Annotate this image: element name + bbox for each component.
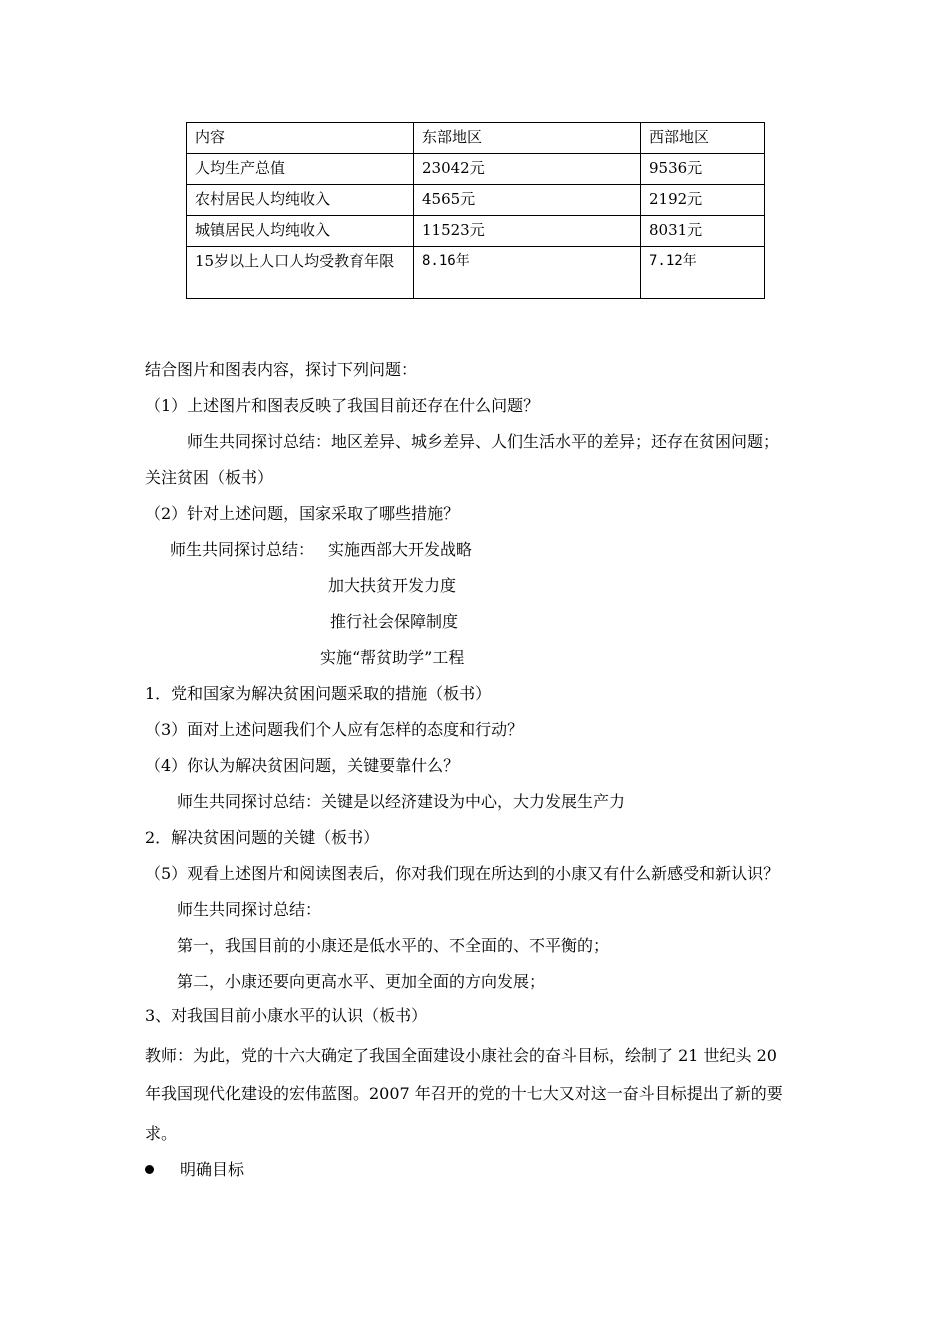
teacher-paragraph-line-3: 求。 (145, 1124, 178, 1143)
board-note-2: 2．解决贫困问题的关键（板书） (145, 828, 380, 847)
table-row (187, 185, 765, 216)
table-row (187, 216, 765, 247)
question-4: （4）你认为解决贫困问题，关键要靠什么？ (145, 756, 460, 775)
table-cell: 城镇居民人均纯收入 (187, 216, 414, 247)
table-row (187, 154, 765, 185)
answer-1-line-2: 关注贫困（板书） (145, 468, 274, 487)
table-cell: 8031元 (641, 216, 765, 247)
measure-item: 推行社会保障制度 (330, 612, 459, 631)
table-header-cell: 内容 (187, 123, 414, 154)
table-cell: 人均生产总值 (187, 154, 414, 185)
teacher-paragraph-line-1: 教师：为此，党的十六大确定了我国全面建设小康社会的奋斗目标，绘制了 21 世纪头 20 (145, 1046, 777, 1065)
measure-item: 实施“帮贫助学”工程 (320, 648, 465, 667)
table-row (187, 247, 765, 299)
table-header-cell: 东部地区 (414, 123, 641, 154)
table-header-cell: 西部地区 (641, 123, 765, 154)
table-cell: 9536元 (641, 154, 765, 185)
table-cell: 7.12年 (641, 247, 765, 299)
table-cell: 2192元 (641, 185, 765, 216)
comparison-table (186, 122, 765, 299)
table-cell: 8.16年 (414, 247, 641, 299)
bullet-icon (145, 1165, 154, 1174)
measure-item: 实施西部大开发战略 (328, 540, 473, 559)
question-5: （5）观看上述图片和阅读图表后，你对我们现在所达到的小康又有什么新感受和新认识？ (145, 864, 780, 883)
table-header-row (187, 123, 765, 154)
answer-4: 师生共同探讨总结：关键是以经济建设为中心，大力发展生产力 (177, 792, 626, 811)
board-note-1: 1．党和国家为解决贫困问题采取的措施（板书） (145, 684, 492, 703)
teacher-paragraph-line-2: 年我国现代化建设的宏伟蓝图。2007 年召开的党的十七大又对这一奋斗目标提出了新的要 (145, 1084, 783, 1103)
table-cell: 23042元 (414, 154, 641, 185)
measure-item: 加大扶贫开发力度 (328, 576, 457, 595)
board-note-3: 3、对我国目前小康水平的认识（板书） (145, 1006, 428, 1025)
answer-1-line-1: 师生共同探讨总结：地区差异、城乡差异、人们生活水平的差异；还存在贫困问题； (187, 432, 780, 451)
question-1: （1）上述图片和图表反映了我国目前还存在什么问题？ (145, 396, 540, 415)
answer-5-second: 第二，小康还要向更高水平、更加全面的方向发展； (177, 972, 546, 991)
bullet-heading: 明确目标 (180, 1160, 245, 1179)
question-2: （2）针对上述问题，国家采取了哪些措施？ (145, 504, 460, 523)
table-cell: 15岁以上人口人均受教育年限 (187, 247, 414, 299)
answer-2-lead: 师生共同探讨总结： (170, 540, 315, 559)
answer-5-first: 第一，我国目前的小康还是低水平的、不全面的、不平衡的； (177, 936, 610, 955)
intro-text: 结合图片和图表内容，探讨下列问题： (145, 360, 418, 379)
question-3: （3）面对上述问题我们个人应有怎样的态度和行动？ (145, 720, 524, 739)
table-cell: 农村居民人均纯收入 (187, 185, 414, 216)
answer-5-lead: 师生共同探讨总结： (177, 900, 322, 919)
table-cell: 4565元 (414, 185, 641, 216)
table-cell: 11523元 (414, 216, 641, 247)
